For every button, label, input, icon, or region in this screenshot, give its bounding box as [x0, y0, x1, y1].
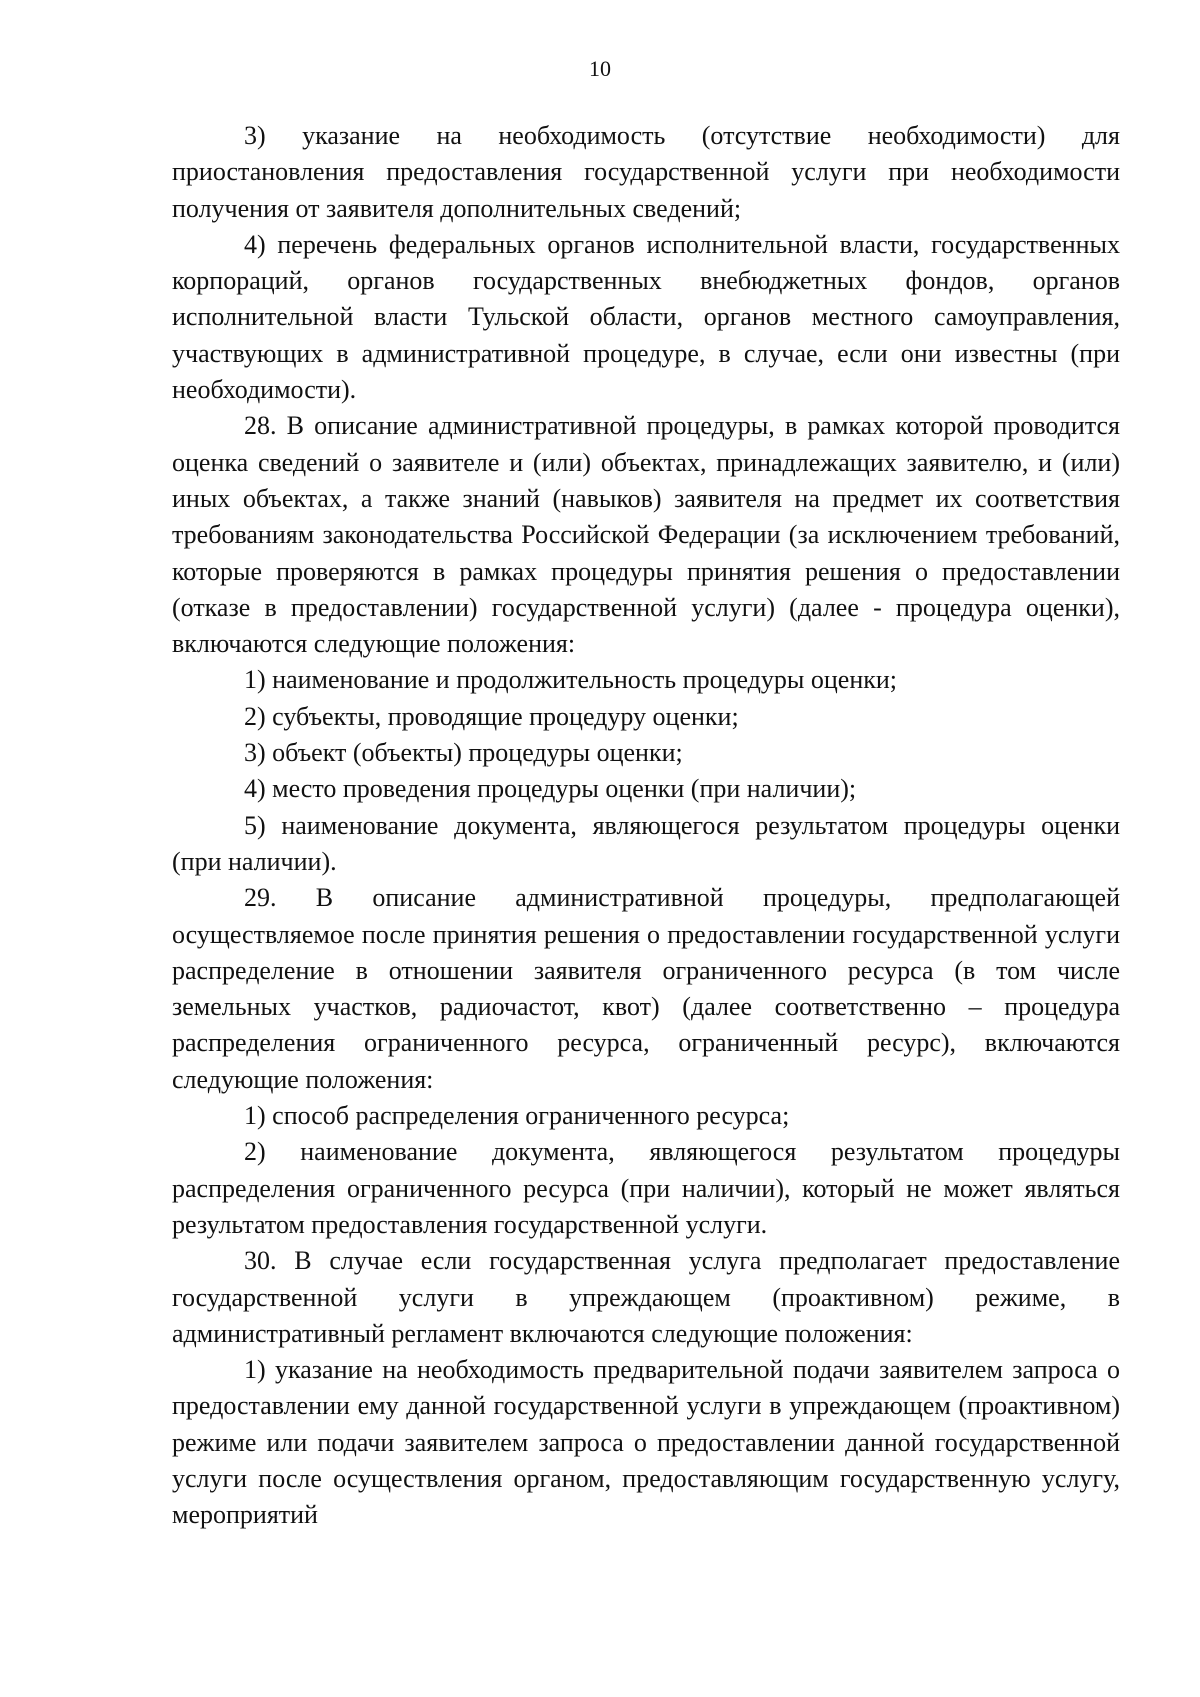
paragraph-28-item-5: 5) наименование документа, являющегося результатом процедуры оценки (при наличии).	[172, 810, 1120, 876]
paragraph-30-item-1: 1) указание на необходимость предварительной подачи заявителем запроса о предоставлении ему данной государственной услуги в упреждающем (проактивном) режиме или подачи заявителем запроса о предоставлении данной государственной услуги после осуществления органом, предоставляющим государственную услугу, мероприятий	[172, 1355, 1120, 1530]
paragraph-28-item-2: 2) субъекты, проводящие процедуру оценки;	[244, 701, 739, 731]
paragraph-item-3-suspension: 3) указание на необходимость (отсутствие необходимости) для приостановления предоставления государственной услуги при необходимости получения от заявителя дополнительных сведений;	[172, 121, 1120, 223]
paragraph-28-item-4: 4) место проведения процедуры оценки (при наличии);	[244, 774, 857, 804]
paragraph-28-item-1: 1) наименование и продолжительность процедуры оценки;	[244, 665, 898, 695]
document-body	[172, 118, 1120, 1534]
paragraph-30-proactive: 30. В случае если государственная услуга предполагает предоставление государственной услуги в упреждающем (проактивном) режиме, в административный регламент включаются следующие положения:	[172, 1246, 1120, 1348]
page-number: 10	[589, 56, 611, 81]
paragraph-item-4-authorities: 4) перечень федеральных органов исполнительной власти, государственных корпораций, органов государственных внебюджетных фондов, органов исполнительной власти Тульской области, органов местного самоуправления, участвующих в административной процедуре, в случае, если они известны (при необходимости).	[172, 229, 1120, 405]
paragraph-28-item-3: 3) объект (объекты) процедуры оценки;	[244, 738, 683, 768]
paragraph-29-item-1: 1) способ распределения ограниченного ресурса;	[244, 1101, 790, 1131]
paragraph-29-item-2: 2) наименование документа, являющегося результатом процедуры распределения ограниченного ресурса (при наличии), который не может являться результатом предоставления государственной услуги.	[172, 1137, 1120, 1239]
paragraph-29-distribution: 29. В описание административной процедуры, предполагающей осуществляемое после принятия решения о предоставлении государственной услуги распределение в отношении заявителя ограниченного ресурса (в том числе земельных участков, радиочастот, квот) (далее соответственно – процедура распределения ограниченного ресурса, ограниченный ресурс), включаются следующие положения:	[172, 883, 1120, 1094]
paragraph-28-assessment: 28. В описание административной процедуры, в рамках которой проводится оценка сведений о заявителе и (или) объектах, принадлежащих заявителю, и (или) иных объектах, а также знаний (навыков) заявителя на предмет их соответствия требованиям законодательства Российской Федерации (за исключением требований, которые проверяются в рамках процедуры принятия решения о предоставлении (отказе в предоставлении) государственной услуги) (далее - процедура оценки), включаются следующие положения:	[172, 411, 1120, 659]
